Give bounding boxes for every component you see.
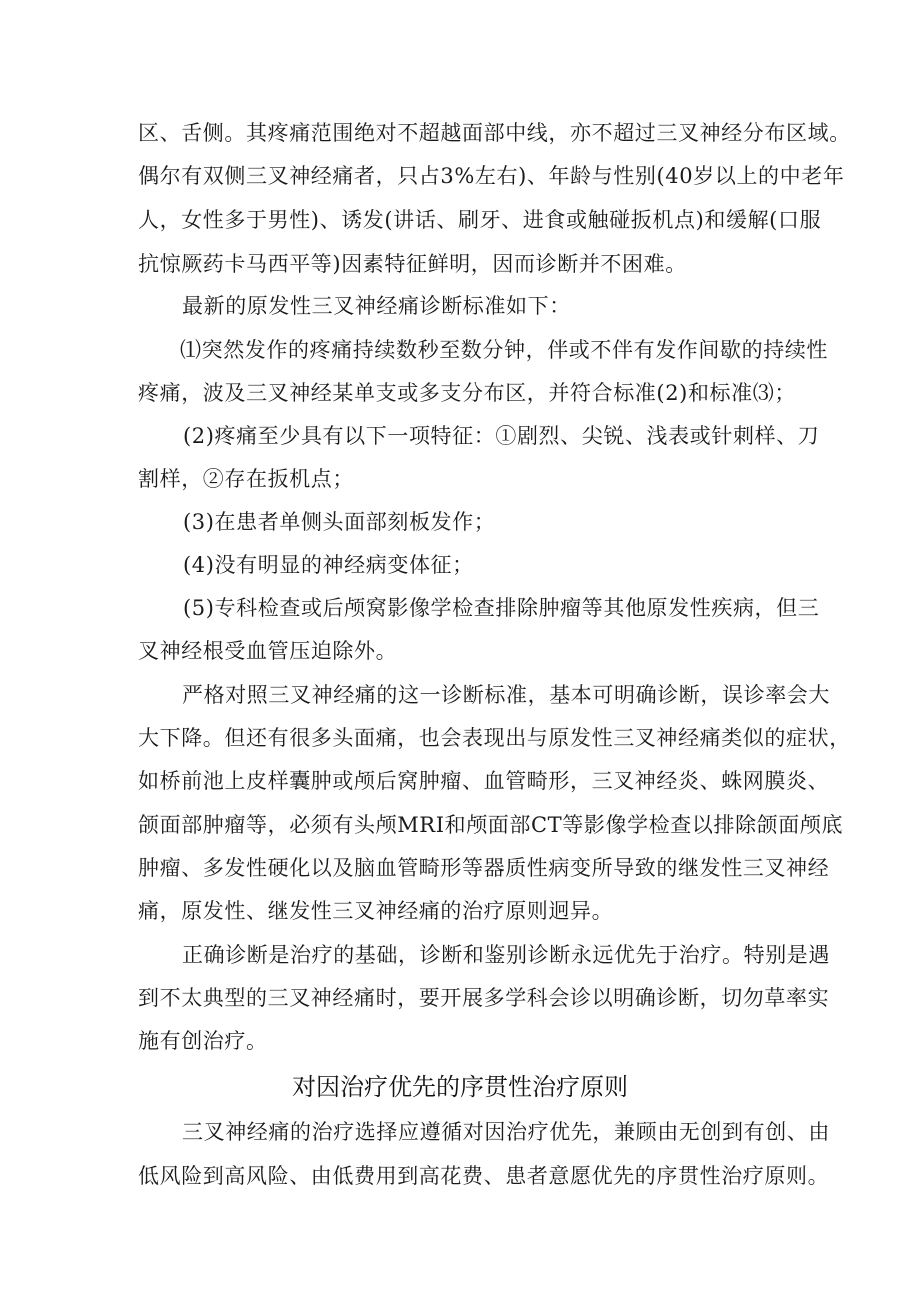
text-line: 割样，②存在扳机点； bbox=[138, 467, 354, 491]
criteria-item-1: ⑴突然发作的疼痛持续数秒至数分钟，伴或不伴有发作间歇的持续性 bbox=[180, 338, 828, 362]
text-line: 三叉神经痛的治疗选择应遵循对因治疗优先，兼顾由无创到有创、由 bbox=[182, 1120, 830, 1144]
text-line: 颌面部肿瘤等，必须有头颅MRI和颅面部CT等影像学检查以排除颌面颅底 bbox=[138, 813, 844, 837]
text-line: 到不太典型的三叉神经痛时，要开展多学科会诊以明确诊断，切勿草率实 bbox=[138, 986, 830, 1010]
text-line: 正确诊断是治疗的基础，诊断和鉴别诊断永远优先于治疗。特别是遇 bbox=[182, 943, 830, 967]
text-line: 如桥前池上皮样囊肿或颅后窝肿瘤、血管畸形，三叉神经炎、蛛网膜炎、 bbox=[138, 769, 830, 793]
text-line: 叉神经根受血管压迫除外。 bbox=[138, 639, 398, 663]
text-line: 区、舌侧。其疼痛范围绝对不超越面部中线，亦不超过三叉神经分布区域。 bbox=[138, 121, 851, 145]
text-line: 施有创治疗。 bbox=[138, 1029, 268, 1053]
criteria-item-4: (4)没有明显的神经病变体征； bbox=[183, 553, 474, 577]
text-line: 抗惊厥药卡马西平等)因素特征鲜明，因而诊断并不困难。 bbox=[138, 252, 687, 276]
text-line: 大下降。但还有很多头面痛，也会表现出与原发性三叉神经痛类似的症状， bbox=[138, 726, 851, 750]
text-line: 痛，原发性、继发性三叉神经痛的治疗原则迥异。 bbox=[138, 899, 614, 923]
text-line: 严格对照三叉神经痛的这一诊断标准，基本可明确诊断，误诊率会大 bbox=[182, 683, 830, 707]
text-line: 最新的原发性三叉神经痛诊断标准如下： bbox=[182, 294, 571, 318]
section-heading: 对因治疗优先的序贯性治疗原则 bbox=[292, 1073, 628, 1101]
criteria-item-2: (2)疼痛至少具有以下一项特征：①剧烈、尖锐、浅表或针刺样、刀 bbox=[183, 424, 820, 448]
criteria-item-3: (3)在患者单侧头面部刻板发作； bbox=[183, 510, 496, 534]
text-line: 疼痛，波及三叉神经某单支或多支分布区，并符合标准(2)和标准⑶； bbox=[138, 381, 796, 405]
text-line: 低风险到高风险、由低费用到高花费、患者意愿优先的序贯性治疗原则。 bbox=[138, 1164, 830, 1188]
text-line: 偶尔有双侧三叉神经痛者，只占3%左右)、年龄与性别(40岁以上的中老年 bbox=[138, 164, 845, 188]
text-line: 肿瘤、多发性硬化以及脑血管畸形等器质性病变所导致的继发性三叉神经 bbox=[138, 856, 830, 880]
criteria-item-5: (5)专科检查或后颅窝影像学检查排除肿瘤等其他原发性疾病，但三 bbox=[183, 596, 820, 620]
text-line: 人，女性多于男性)、诱发(讲话、刷牙、进食或触碰扳机点)和缓解(口服 bbox=[138, 208, 822, 232]
